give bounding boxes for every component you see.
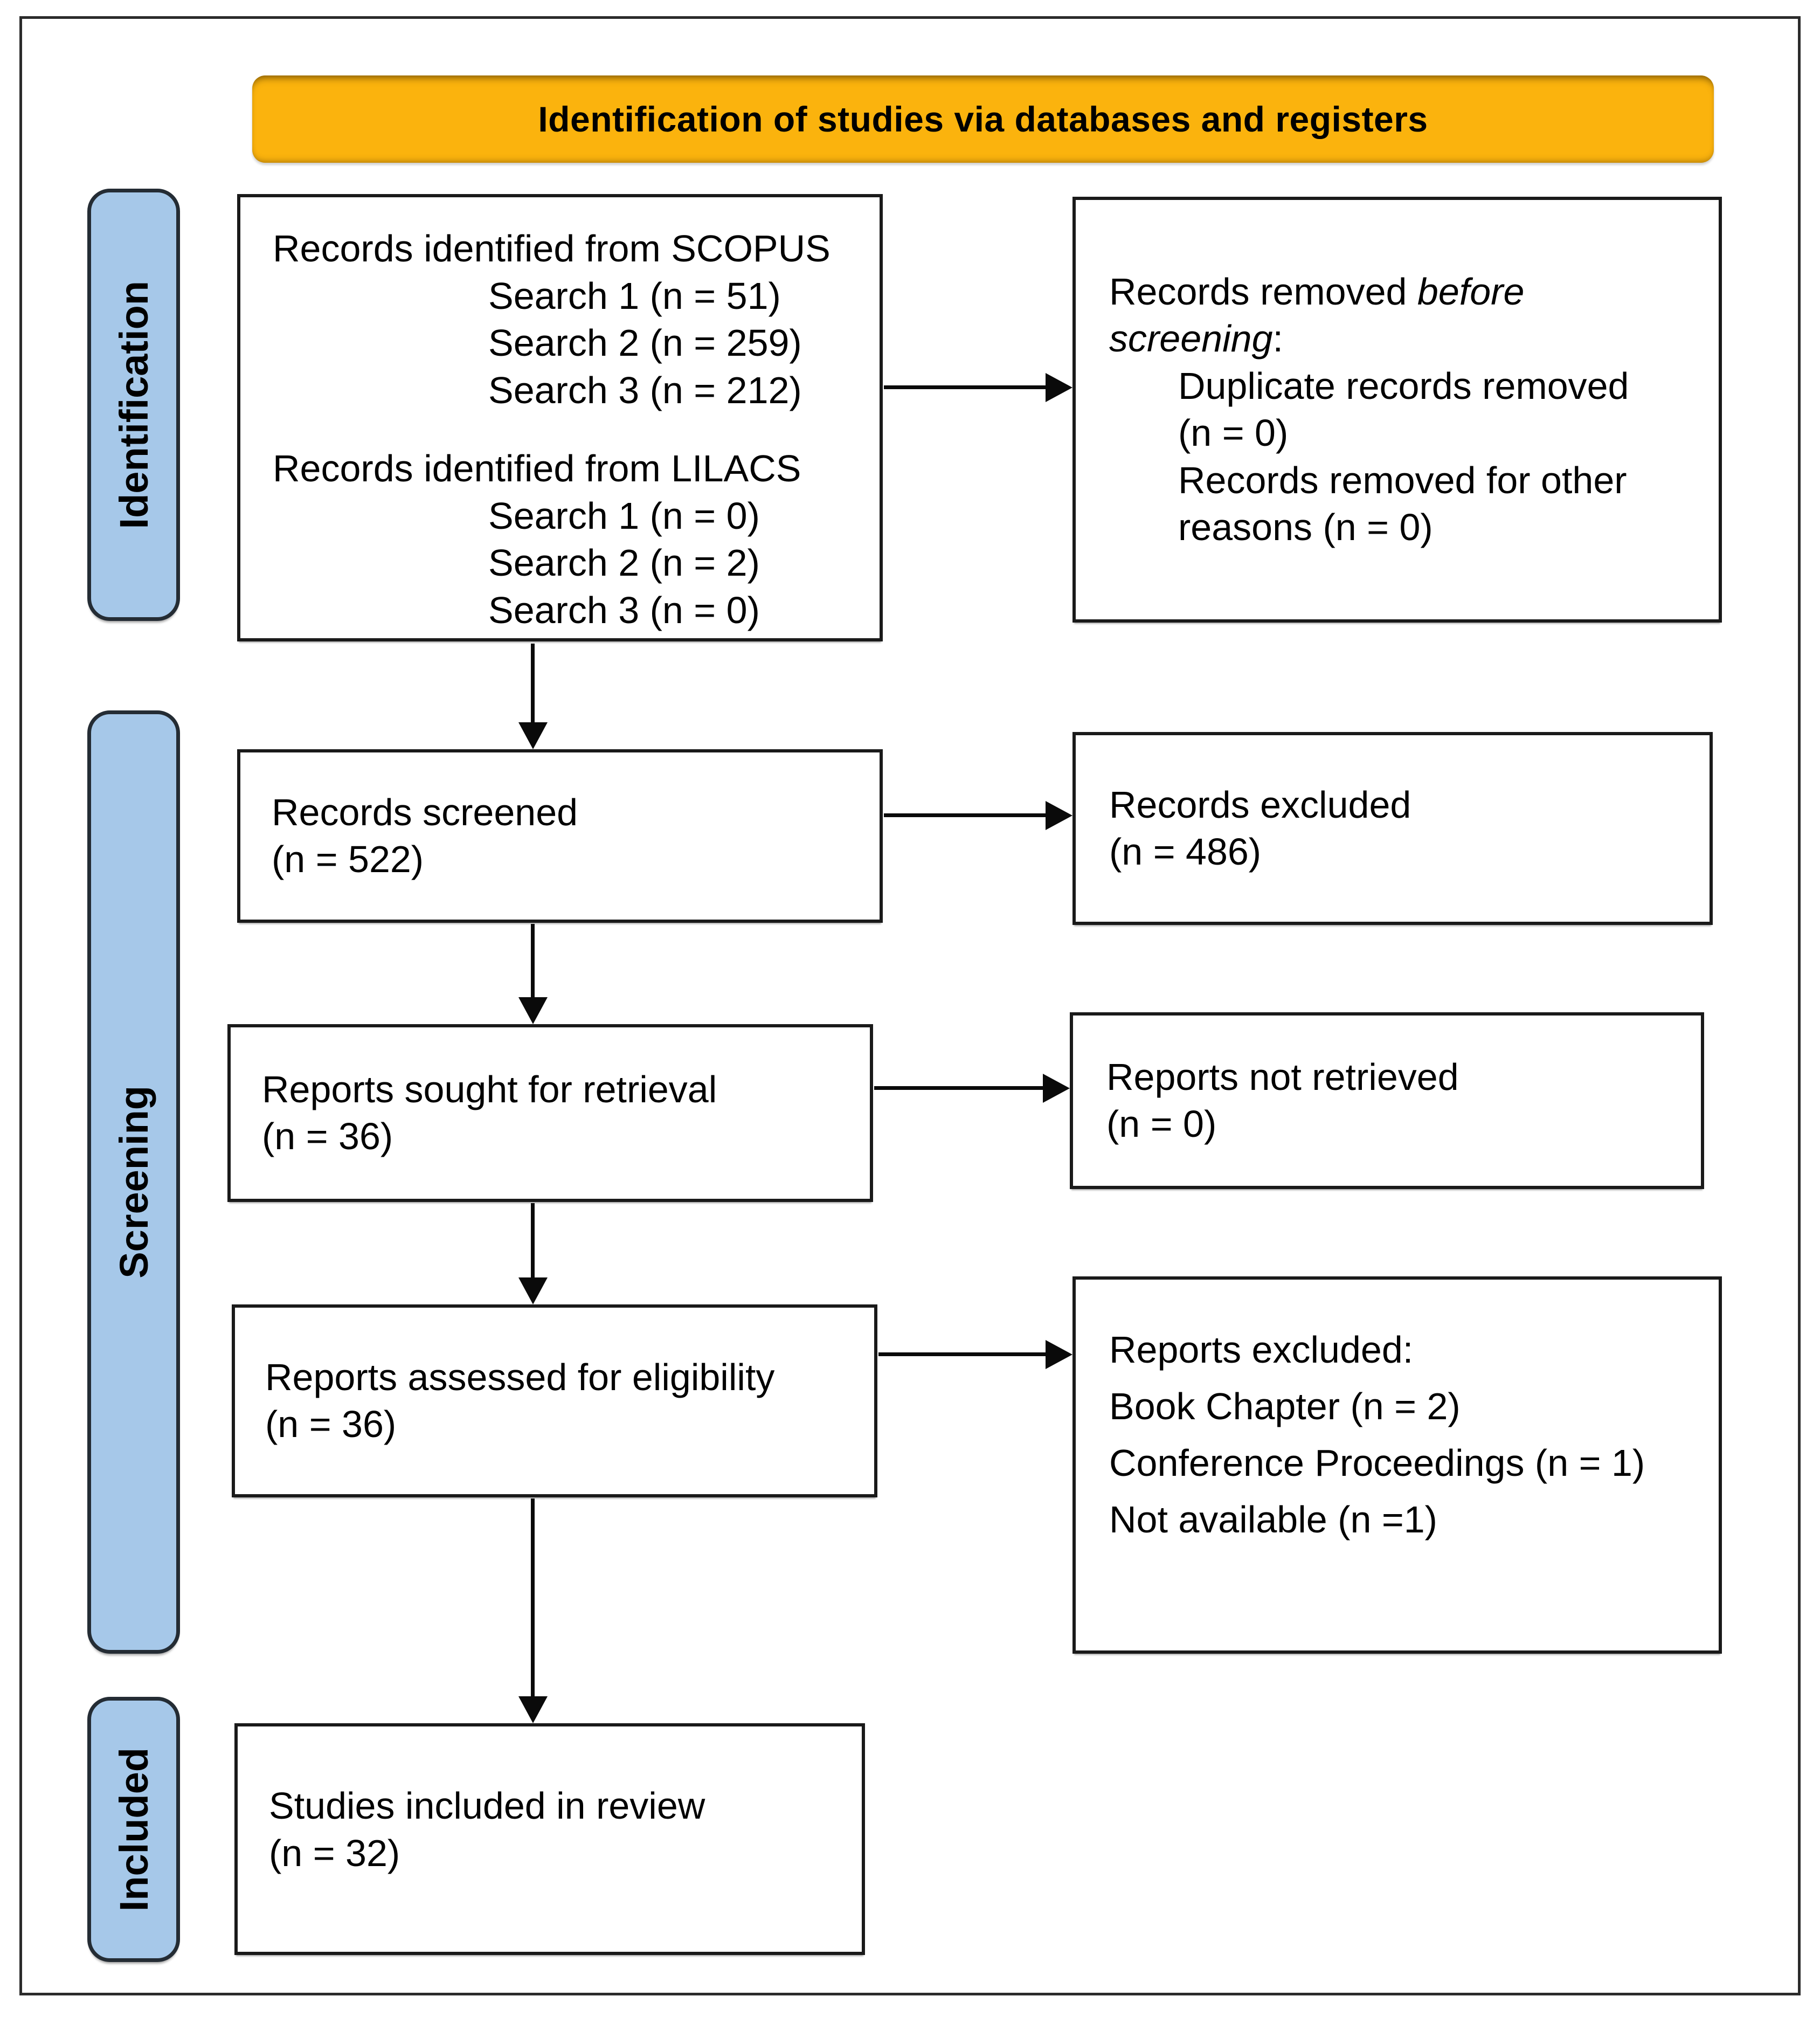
stage-label-included-text: Included — [111, 1747, 156, 1912]
arrow-down-sought-to-assessed-icon — [531, 1203, 535, 1279]
duplicate-records-removed-line2: (n = 0) — [1178, 412, 1289, 454]
reports-excluded-book-chapter: Book Chapter (n = 2) — [1109, 1385, 1461, 1427]
stage-label-included — [87, 1697, 180, 1962]
diagram-title: Identification of studies via databases and registers — [538, 99, 1428, 139]
scopus-search-3: Search 3 (n = 212) — [488, 369, 802, 411]
box-reports-not-retrieved — [1070, 1012, 1704, 1189]
reports-assessed-text: Reports assessed for eligibility — [265, 1356, 775, 1398]
records-removed-heading-line2: screening: — [1109, 317, 1283, 360]
reports-sought-count: (n = 36) — [262, 1115, 393, 1157]
box-reports-assessed — [232, 1304, 877, 1497]
arrow-right-screened-to-excluded-icon — [884, 813, 1047, 817]
box-reports-excluded — [1072, 1276, 1722, 1654]
reports-not-retrieved-count: (n = 0) — [1106, 1103, 1217, 1145]
scopus-search-1: Search 1 (n = 51) — [488, 274, 781, 317]
box-studies-included — [234, 1723, 865, 1955]
lilacs-search-3: Search 3 (n = 0) — [488, 589, 760, 631]
studies-included-text: Studies included in review — [269, 1785, 705, 1827]
records-removed-other-line1: Records removed for other — [1178, 459, 1627, 501]
records-excluded-text: Records excluded — [1109, 783, 1411, 826]
records-identified-scopus-heading: Records identified from SCOPUS — [273, 227, 831, 270]
studies-included-count: (n = 32) — [269, 1832, 400, 1874]
reports-not-retrieved-text: Reports not retrieved — [1106, 1055, 1459, 1098]
box-records-excluded — [1072, 732, 1713, 925]
scopus-search-2: Search 2 (n = 259) — [488, 322, 802, 364]
reports-assessed-count: (n = 36) — [265, 1403, 397, 1445]
arrow-right-assessed-to-reports-excluded-icon — [878, 1352, 1047, 1356]
lilacs-search-2: Search 2 (n = 2) — [488, 542, 760, 584]
stage-label-screening — [87, 710, 180, 1654]
stage-label-screening-text: Screening — [111, 1086, 156, 1279]
stage-label-identification — [87, 189, 180, 621]
reports-excluded-not-available: Not available (n =1) — [1109, 1498, 1437, 1541]
stage-label-identification-text: Identification — [111, 280, 156, 529]
arrow-right-sought-to-not-retrieved-icon — [874, 1086, 1044, 1090]
box-records-removed-before-screening — [1072, 197, 1722, 623]
reports-excluded-conference: Conference Proceedings (n = 1) — [1109, 1442, 1645, 1484]
duplicate-records-removed-line1: Duplicate records removed — [1178, 364, 1629, 407]
arrow-down-identified-to-screened-icon — [531, 644, 535, 723]
reports-sought-text: Reports sought for retrieval — [262, 1068, 717, 1110]
reports-excluded-heading: Reports excluded: — [1109, 1329, 1414, 1371]
records-removed-other-line2: reasons (n = 0) — [1178, 506, 1433, 548]
title-banner — [252, 75, 1714, 163]
arrow-down-assessed-to-included-icon — [531, 1498, 535, 1697]
box-records-screened — [237, 749, 883, 923]
records-excluded-count: (n = 486) — [1109, 831, 1262, 873]
lilacs-search-1: Search 1 (n = 0) — [488, 494, 760, 537]
arrow-right-identified-to-removed-icon — [884, 385, 1047, 389]
box-records-identified — [237, 194, 883, 641]
arrow-down-screened-to-sought-icon — [531, 924, 535, 998]
records-screened-count: (n = 522) — [272, 838, 424, 880]
records-identified-lilacs-heading: Records identified from LILACS — [273, 447, 801, 489]
records-screened-text: Records screened — [272, 791, 578, 833]
records-removed-heading-line1: Records removed before — [1109, 270, 1525, 313]
box-reports-sought — [227, 1024, 873, 1202]
